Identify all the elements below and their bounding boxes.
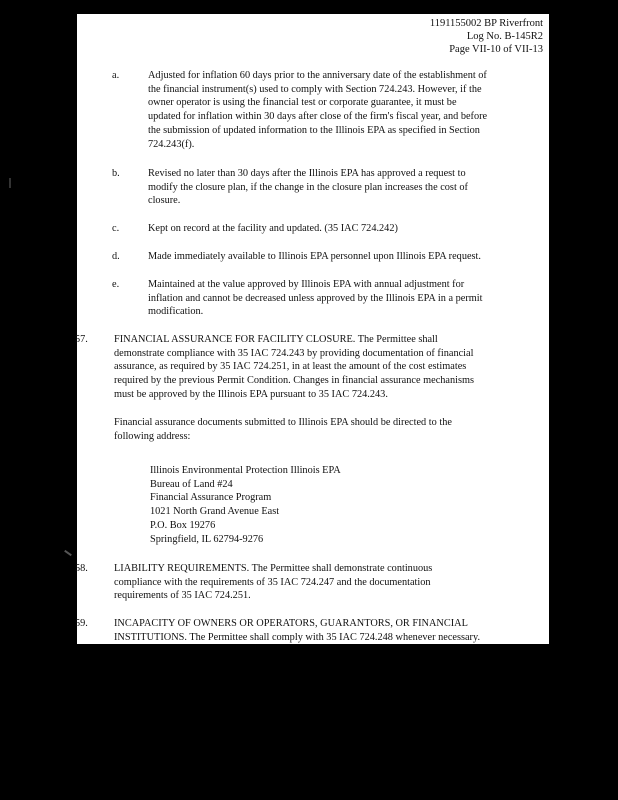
item-label: c.	[112, 223, 120, 234]
text-line: inflation and cannot be decreased unless approved by the Illinois EPA in a permit	[148, 292, 483, 304]
text-line: Financial assurance documents submitted to Illinois EPA should be directed to the	[114, 417, 452, 428]
text-line: requirements of 35 IAC 724.251.	[114, 590, 251, 602]
section-text	[114, 333, 546, 402]
address-line: Springfield, IL 62794-9276	[150, 533, 264, 545]
text-line: required by the previous Permit Condition. Changes in financial assurance mechanisms	[114, 375, 475, 387]
item-text	[148, 250, 548, 264]
item-label: b.	[112, 168, 120, 179]
item-label: e.	[112, 279, 120, 290]
address-line: P.O. Box 19276	[150, 519, 216, 531]
address-line: 1021 North Grand Avenue East	[150, 506, 280, 518]
header-page-line: Page VII-10 of VII-13	[449, 44, 543, 55]
text-line: following address:	[114, 430, 191, 442]
document-page	[77, 14, 549, 644]
text-line: closure.	[148, 195, 181, 207]
scan-artifact	[9, 178, 11, 188]
text-line: the submission of updated information to the Illinois EPA as specified in Section	[148, 124, 480, 136]
address-line: Bureau of Land #24	[150, 478, 233, 490]
scan-artifact	[64, 550, 72, 556]
mailing-address	[150, 464, 450, 546]
item-text	[148, 69, 548, 151]
text-line: 724.243(f).	[148, 138, 195, 150]
text-line: the financial instrument(s) used to comply with Section 724.243. However, if the	[148, 83, 482, 95]
text-line: INSTITUTIONS. The Permittee shall comply with 35 IAC 724.248 whenever necessary.	[114, 631, 481, 643]
item-text	[148, 278, 548, 319]
address-line: Financial Assurance Program	[150, 492, 272, 504]
header-log-line: Log No. B-145R2	[466, 31, 543, 42]
address-line: Illinois Environmental Protection Illinois EPA	[150, 465, 341, 476]
text-line: Revised no later than 30 days after the Illinois EPA has approved a request to	[148, 168, 466, 179]
item-label: a.	[112, 70, 120, 81]
section-number: 57.	[75, 334, 88, 345]
item-label: d.	[112, 251, 120, 262]
section-number: 58.	[75, 563, 88, 574]
text-line: modification.	[148, 306, 204, 318]
page-header	[430, 17, 543, 56]
text-line: Made immediately available to Illinois EPA personnel upon Illinois EPA request.	[148, 251, 481, 262]
text-line: assurance, as required by 35 IAC 724.251, in at least the amount of the cost estimates	[114, 361, 467, 373]
section-text	[114, 617, 550, 644]
item-text	[148, 222, 548, 236]
section-number: 59.	[75, 618, 88, 629]
text-line: compliance with the requirements of 35 IAC 724.247 and the documentation	[114, 576, 431, 588]
text-line: demonstrate compliance with 35 IAC 724.243 by providing documentation of financial	[114, 347, 474, 359]
text-line: Maintained at the value approved by Illinois EPA with annual adjustment for	[148, 279, 465, 290]
section-text	[114, 562, 546, 603]
item-text	[148, 167, 548, 208]
text-line: FINANCIAL ASSURANCE FOR FACILITY CLOSURE. The Permittee shall	[114, 334, 438, 345]
text-line: owner operator is using the financial test or corporate guarantee, it must be	[148, 97, 457, 109]
text-line: LIABILITY REQUIREMENTS. The Permittee shall demonstrate continuous	[114, 563, 433, 574]
text-line: must be approved by the Illinois EPA pursuant to 35 IAC 724.243.	[114, 388, 388, 400]
header-id-line: 1191155002 BP Riverfront	[429, 18, 543, 29]
text-line: INCAPACITY OF OWNERS OR OPERATORS, GUARANTORS, OR FINANCIAL	[114, 618, 468, 629]
section-paragraph	[114, 416, 546, 443]
text-line: updated for inflation within 30 days after close of the firm's fiscal year, and before	[148, 111, 488, 123]
text-line: modify the closure plan, if the change in the closure plan increases the cost of	[148, 181, 468, 193]
text-line: Adjusted for inflation 60 days prior to the anniversary date of the establishment of	[148, 70, 487, 81]
text-line: Kept on record at the facility and updated. (35 IAC 724.242)	[148, 223, 398, 234]
